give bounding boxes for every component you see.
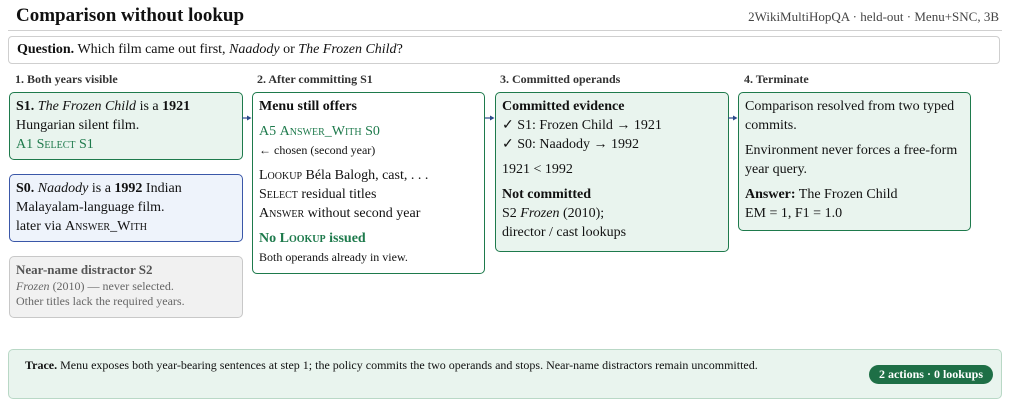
s0-title: Naadody xyxy=(37,181,89,196)
menu-option-select-rest: residual titles xyxy=(297,187,377,202)
column-header-4: 4. Terminate xyxy=(744,72,809,86)
question-post: ? xyxy=(396,42,403,57)
menu-action-prefix: A5 xyxy=(259,124,280,139)
not-committed-title: Frozen xyxy=(520,206,560,221)
no-lookup-post: issued xyxy=(325,231,366,246)
terminate-box xyxy=(738,92,971,231)
menu-option-lookup: Lookup xyxy=(259,168,302,183)
not-committed-line-2: director / cast lookups xyxy=(502,225,627,240)
distractor-box xyxy=(9,256,243,318)
trace-box xyxy=(8,349,1002,399)
trace-text: Menu exposes both year-bearing sentences at step 1; the policy commits the two operands and stops. Near-name distractors remain uncommitted. xyxy=(57,358,758,372)
menu-box xyxy=(252,92,485,274)
menu-option-select: Select xyxy=(259,187,298,202)
s0-year: 1992 xyxy=(114,181,143,196)
s0-sentence-box xyxy=(9,174,243,242)
arrow-2-to-3 xyxy=(485,113,495,123)
question-label: Question. xyxy=(17,42,75,57)
evidence-compare: 1921 < 1992 xyxy=(502,162,573,177)
answer-label: Answer: xyxy=(745,187,796,202)
s1-id: S1. xyxy=(16,99,35,114)
trace-label: Trace. xyxy=(25,358,58,372)
menu-action: Answer_With S0 xyxy=(279,124,380,139)
column-header-2: 2. After committing S1 xyxy=(257,72,373,86)
s1-action: Select S1 xyxy=(36,137,94,152)
page-subtitle: 2WikiMultiHopQA · held-out · Menu+SNC, 3B xyxy=(748,9,999,24)
menu-heading: Menu still offers xyxy=(259,99,357,114)
column-header-3: 3. Committed operands xyxy=(500,72,621,86)
terminate-line-2: Environment never forces a free-form year query. xyxy=(745,143,958,177)
evidence-line-1: ✓ S1: Frozen Child → 1921 xyxy=(502,118,662,133)
s0-rest: Indian Malayalam-language film. xyxy=(16,181,182,215)
question-pre: Which film came out first, xyxy=(77,42,230,57)
distractor-title: Frozen xyxy=(16,279,50,293)
menu-chosen-note: ← chosen (second year) xyxy=(259,143,376,157)
menu-option-answer-rest: without second year xyxy=(304,206,421,221)
s0-later-prefix: later via xyxy=(16,219,65,234)
answer-value: The Frozen Child xyxy=(795,187,898,202)
arrow-3-to-4 xyxy=(728,113,738,123)
s1-year: 1921 xyxy=(162,99,191,114)
column-header-1: 1. Both years visible xyxy=(15,72,118,86)
summary-badge: 2 actions · 0 lookups xyxy=(869,365,993,384)
distractor-line1: (2010) — never selected. xyxy=(49,279,174,293)
no-lookup-sc: Lookup xyxy=(279,231,326,246)
evidence-heading: Committed evidence xyxy=(502,99,625,114)
no-lookup-sub: Both operands already in view. xyxy=(259,250,408,264)
arrow-1-to-2 xyxy=(242,113,252,123)
s0-later: Answer_With xyxy=(64,219,147,234)
s0-mid: is a xyxy=(88,181,115,196)
s1-rest: Hungarian silent film. xyxy=(16,118,140,133)
title-divider xyxy=(8,30,1002,31)
question-film-a: Naadody xyxy=(229,42,280,57)
page-title: Comparison without lookup xyxy=(16,5,245,26)
s1-mid: is a xyxy=(136,99,163,114)
question-box xyxy=(8,36,1000,64)
terminate-line-1: Comparison resolved from two typed commits. xyxy=(745,99,955,133)
not-committed-heading: Not committed xyxy=(502,187,592,202)
evidence-box xyxy=(495,92,729,252)
question-mid: or xyxy=(279,42,299,57)
s1-title: The Frozen Child xyxy=(37,99,137,114)
menu-option-lookup-rest: Béla Balogh, cast, . . . xyxy=(302,168,429,183)
s0-id: S0. xyxy=(16,181,35,196)
evidence-line-2: ✓ S0: Naadody → 1992 xyxy=(502,137,639,152)
s1-sentence-box xyxy=(9,92,243,160)
answer-metrics: EM = 1, F1 = 1.0 xyxy=(745,206,843,221)
s1-action-prefix: A1 xyxy=(16,137,37,152)
not-committed-post: (2010); xyxy=(559,206,605,221)
no-lookup-pre: No xyxy=(259,231,280,246)
distractor-line2: Other titles lack the required years. xyxy=(16,294,185,308)
not-committed-pre: S2 xyxy=(502,206,521,221)
question-film-b: The Frozen Child xyxy=(298,42,397,57)
distractor-heading: Near-name distractor S2 xyxy=(16,262,153,277)
menu-option-answer: Answer xyxy=(259,206,305,221)
